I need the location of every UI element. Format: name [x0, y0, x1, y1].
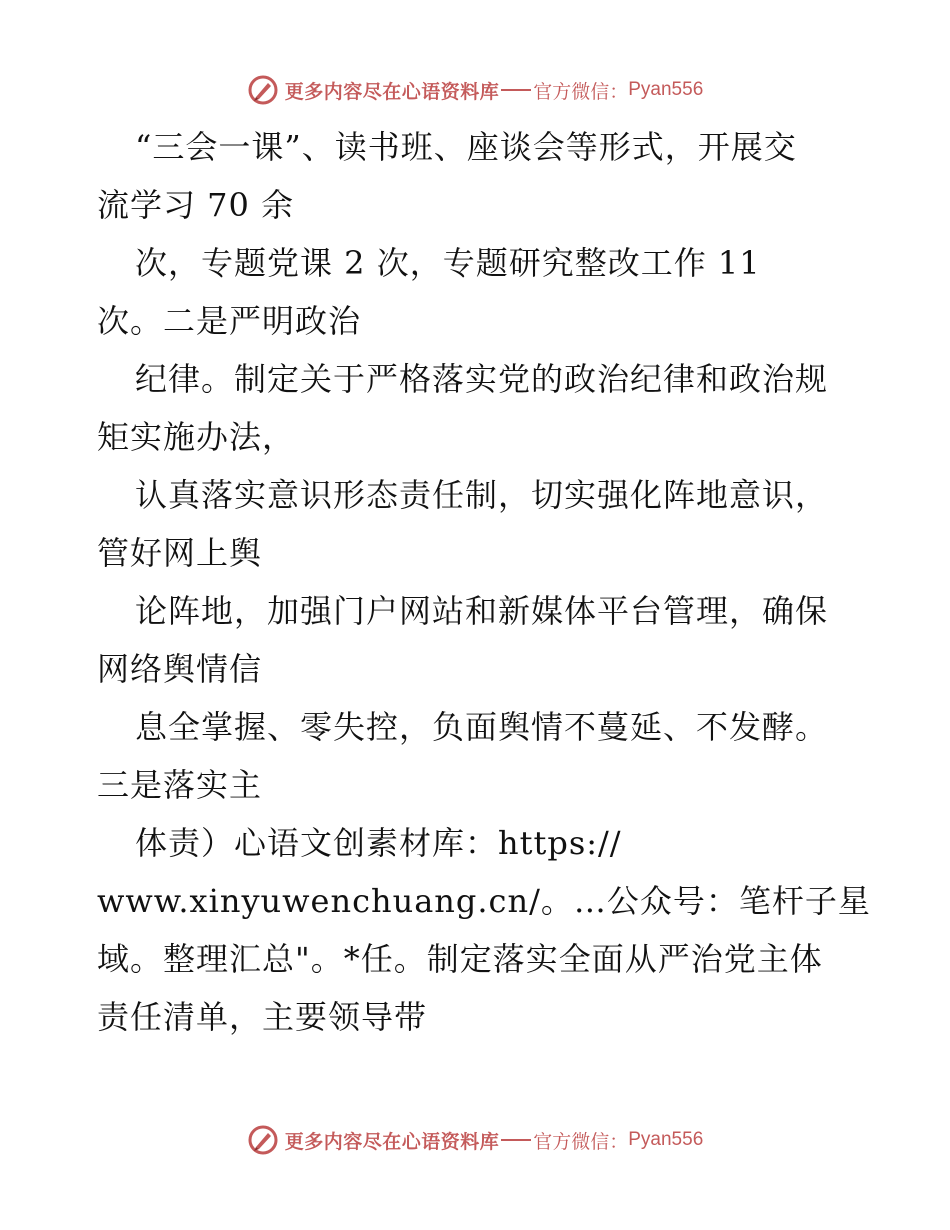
body-line: 体责）心语文创素材库：https:// [135, 824, 622, 862]
header-dash [501, 89, 531, 91]
body-line: 次。二是严明政治 [97, 302, 362, 340]
footer-dash [501, 1139, 531, 1141]
footer-brand-text: 更多内容尽在心语资料库 [284, 1130, 500, 1153]
body-line: 网络舆情信 [97, 650, 263, 688]
body-line: www.xinyuwenchuang.cn/。…公众号：笔杆子星 [97, 882, 871, 920]
body-line: 论阵地，加强门户网站和新媒体平台管理，确保 [135, 592, 829, 630]
header-watermark [0, 70, 950, 110]
pen-logo-icon [247, 1124, 279, 1156]
body-line: 认真落实意识形态责任制，切实强化阵地意识， [135, 476, 829, 514]
body-line: 域。整理汇总"。*任。制定落实全面从严治党主体 [97, 940, 823, 978]
footer-official-label: 官方微信： [533, 1130, 629, 1153]
body-line: 流学习 70 余 [97, 186, 295, 224]
body-line: 三是落实主 [97, 766, 263, 804]
body-line: 息全掌握、零失控，负面舆情不蔓延、不发酵。 [135, 708, 829, 746]
header-official-label: 官方微信： [533, 80, 629, 103]
footer-wechat-id: Pyan556 [628, 1129, 704, 1150]
body-line: 管好网上舆 [97, 534, 263, 572]
body-line: 纪律。制定关于严格落实党的政治纪律和政治规 [135, 360, 829, 398]
body-line: “三会一课”、读书班、座谈会等形式，开展交 [135, 128, 797, 166]
header-wechat-id: Pyan556 [628, 79, 704, 100]
body-line: 责任清单，主要领导带 [97, 998, 428, 1036]
header-brand-text: 更多内容尽在心语资料库 [284, 80, 500, 103]
body-line: 矩实施办法， [97, 418, 296, 456]
pen-logo-icon [247, 74, 279, 106]
body-line: 次，专题党课 2 次，专题研究整改工作 11 [135, 244, 761, 282]
document-body [97, 118, 871, 1046]
footer-watermark [0, 1120, 950, 1160]
